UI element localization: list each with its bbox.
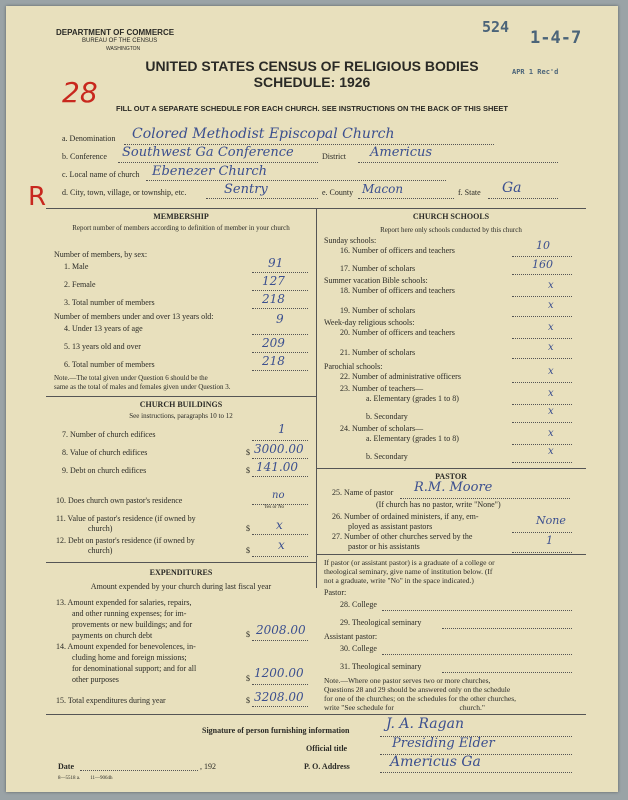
q3-label: 3. Total number of members <box>64 298 155 307</box>
q12-value: x <box>278 538 285 552</box>
stamp-code: 1-4-7 <box>530 28 582 48</box>
q5-value: 209 <box>262 336 285 350</box>
pastor-note-2: Questions 28 and 29 should be answered only on the schedule <box>324 685 511 694</box>
q11-value: x <box>276 518 283 532</box>
summer-schools: Summer vacation Bible schools: <box>324 276 428 285</box>
pastor-note-3: for one of the churches; on the schedules for the other churches, <box>324 694 517 703</box>
q13-label-3: provements or new buildings; and for <box>72 620 193 629</box>
schools-intro: Report here only schools conducted by this church <box>380 226 522 234</box>
q12-label-2: church) <box>88 546 113 555</box>
bureau-city: WASHINGTON <box>106 46 141 52</box>
q26-label-1: 26. Number of ordained ministers, if any, em- <box>332 512 479 521</box>
q22-value: x <box>548 366 554 377</box>
signature-label: Signature of person furnishing information <box>202 726 350 735</box>
q23a-value: x <box>548 388 554 399</box>
membership-intro: Report number of members according to definition of member in your church <box>72 224 290 232</box>
q24a-value: x <box>548 428 554 439</box>
parochial-schools: Parochial schools: <box>324 362 383 371</box>
q4-value: 9 <box>276 312 284 326</box>
pastor-label: Pastor: <box>324 588 347 597</box>
q6-label: 6. Total number of members <box>64 360 155 369</box>
q27-value: 1 <box>546 534 553 547</box>
city-value: Sentry <box>224 182 268 197</box>
district-value: Americus <box>370 145 433 160</box>
q26-value: None <box>536 514 566 527</box>
membership-heading: MEMBERSHIP <box>153 212 209 221</box>
q31-label: 31. Theological seminary <box>340 662 422 671</box>
q8-value: 3000.00 <box>254 442 304 456</box>
date-year: , 192 <box>200 762 216 771</box>
state-label: f. State <box>458 188 481 197</box>
q23b-value: x <box>548 406 554 417</box>
q20-value: x <box>548 322 554 333</box>
q19-value: x <box>548 300 554 311</box>
buildings-intro: See instructions, paragraphs 10 to 12 <box>129 412 233 420</box>
q24-label: 24. Number of scholars— <box>340 424 424 433</box>
graduate-note-1: If pastor (or assistant pastor) is a graduate of a college or <box>324 558 495 567</box>
q28-label: 28. College <box>340 600 377 609</box>
q29-label: 29. Theological seminary <box>340 618 422 627</box>
district-label: District <box>322 152 346 161</box>
red-mark-r: R <box>28 182 47 212</box>
q16-label: 16. Number of officers and teachers <box>340 246 455 255</box>
county-label: e. County <box>322 188 354 197</box>
stamp-date: APR 1 Rec'd <box>512 68 559 76</box>
q17-label: 17. Number of scholars <box>340 264 416 273</box>
q21-value: x <box>548 342 554 353</box>
page-title: UNITED STATES CENSUS OF RELIGIOUS BODIES <box>145 58 479 74</box>
weekday-schools: Week-day religious schools: <box>324 318 415 327</box>
instruction-line: FILL OUT A SEPARATE SCHEDULE FOR EACH CHURCH. SEE INSTRUCTIONS ON THE BACK OF THIS SHEET <box>116 104 508 113</box>
expenditures-heading: EXPENDITURES <box>149 568 213 577</box>
q23-label: 23. Number of teachers— <box>340 384 424 393</box>
members-by-age: Number of members under and over 13 years old: <box>54 312 214 321</box>
signature-value: J. A. Ragan <box>386 716 464 732</box>
q18-label: 18. Number of officers and teachers <box>340 286 455 295</box>
dept-name: DEPARTMENT OF COMMERCE <box>56 28 175 37</box>
official-title-value: Presiding Elder <box>392 736 495 751</box>
q19-label: 19. Number of scholars <box>340 306 416 315</box>
q25-label: 25. Name of pastor <box>332 488 394 497</box>
pastor-heading: PASTOR <box>435 472 467 481</box>
stamp-number: 524 <box>482 18 510 36</box>
q14-label-2: cluding home and foreign missions; <box>72 653 187 662</box>
q10-label: 10. Does church own pastor's residence <box>56 496 183 505</box>
census-schedule-sheet: 524 1-4-7 APR 1 Rec'd DEPARTMENT OF COMMERCE BUREAU OF THE CENSUS WASHINGTON UNITED STATES CENSUS OF RELIGIOUS BODIES SCHEDULE: 1926 28 FILL OUT A SEPARATE SCHEDULE FOR EACH CHURCH. SEE INSTRUCTIONS ON THE BACK OF THIS SHEET a. Denomination Colored Methodist Episcopal Church b. Conference Southwest Ga Conference District Americus c. Local name of church Ebenezer Church R d. City, town, village, or township, etc. Sentry e. County Macon f. State Ga MEMBERSHIP Report number of members according to definition of member in your church Number of members, by sex: 1. Male 91 2. Female 127 3. Total number of members 218 Number of members under and over 13 years old: 4. Under 13 years of age 9 5. 13 years old and over 209 6. Total number of members 218 Note.—The total given under Question 6 should be the same as the total of males and females given under Question 3. CHURCH BUILDINGS See instructions, paragraphs 10 to 12 7. Number of church edifices 1 8. Value of church edifices $ 3000.00 9. Debt on church edifices $ 141.00 10. Does church own pastor's residence no Yes or No 11. Value of pastor's residence (if owned by church) $ x 12. Debt on pastor's residence (if owned by church) $ x EXPENDITURES Amount expended by your church during last fiscal year 13. Amount expended for salaries, repairs, and other running expenses; for im- provements or new buildings; and for payments on church debt $ 2008.00 14. Amount expended for benevolences, in- cluding home and foreign missions; for denominational support; and for all other purposes $ 1200.00 15. Total expenditures during year $ 3208.00 CHURCH SCHOOLS Report here only schools conducted by this church Sunday schools: 16. Number of officers and teachers 10 17. Number of scholars 160 Summer vacation Bible schools: 18. Number of officers and teachers x 19. Number of scholars x Week-day religious schools: 20. Number of officers and teachers x 21. Number of scholars x Parochial schools: 22. Number of administrative officers x 23. Number of teachers— a. Elementary (grades 1 to 8) x b. Secondary x 24. Number of scholars— a. Elementary (grades 1 to 8) x b. Secondary x PASTOR 25. Name of pastor R.M. Moore (If church has no pastor, write "None") 26. Number of ordained ministers, if any, em- ployed as assistant pastors None 27. Number of other churches served by the pastor or his assistants 1 If pastor (or assistant pastor) is a graduate of a college or theological seminary, give name of institution below. (If not a graduate, write "No" in the space indicated.) Pastor: 28. College 29. Theological seminary Assistant pastor: 30. College 31. Theological seminary Note.—Where one pastor serves two or more churches, Questions 28 and 29 should be answered only on the schedule for one of the churches; on the schedules for the other churches, write "See schedule for church." Signature of person furnishing information J. A. Ragan Official title Presiding Elder Date , 192 P. O. Address Americus Ga 8—5518 a. 11—9064h <box>6 6 618 792</box>
q24b-label: b. Secondary <box>366 452 408 461</box>
q25-note: (If church has no pastor, write "None") <box>376 500 501 509</box>
buildings-heading: CHURCH BUILDINGS <box>139 400 223 409</box>
q13-label-2: and other running expenses; for im- <box>72 609 187 618</box>
q13-value: 2008.00 <box>256 623 306 637</box>
q5-label: 5. 13 years old and over <box>64 342 141 351</box>
official-title-label: Official title <box>306 744 348 753</box>
county-value: Macon <box>362 182 404 196</box>
q23b-label: b. Secondary <box>366 412 408 421</box>
q2-value: 127 <box>262 274 285 288</box>
q2-label: 2. Female <box>64 280 96 289</box>
q9-label: 9. Debt on church edifices <box>62 466 147 475</box>
schools-heading: CHURCH SCHOOLS <box>412 212 490 221</box>
red-handwritten-number: 28 <box>62 76 98 109</box>
assistant-pastor-label: Assistant pastor: <box>324 632 378 641</box>
q1-value: 91 <box>268 256 284 270</box>
local-name-label: c. Local name of church <box>62 170 140 179</box>
conference-label: b. Conference <box>62 152 107 161</box>
state-value: Ga <box>502 180 522 196</box>
sunday-schools: Sunday schools: <box>324 236 377 245</box>
form-number: 8—5518 a. 11—9064h <box>58 776 113 781</box>
denomination-label: a. Denomination <box>62 134 116 143</box>
po-address-label: P. O. Address <box>304 762 350 771</box>
q10-value: no <box>272 490 285 501</box>
pastor-note-4: write "See schedule for church." <box>324 703 485 712</box>
q11-label-1: 11. Value of pastor's residence (if owned by <box>56 514 196 523</box>
q15-label: 15. Total expenditures during year <box>56 696 166 705</box>
pastor-note-1: Note.—Where one pastor serves two or more churches, <box>324 676 491 685</box>
q25-value: R.M. Moore <box>414 480 493 495</box>
q14-label-4: other purposes <box>72 675 119 684</box>
q27-label-2: pastor or his assistants <box>348 542 420 551</box>
membership-note-2: same as the total of males and females given under Question 3. <box>54 383 231 391</box>
yes-no-hint: Yes or No <box>264 505 285 510</box>
bureau-name: BUREAU OF THE CENSUS <box>82 38 158 44</box>
expenditures-intro: Amount expended by your church during last fiscal year <box>90 582 272 591</box>
q4-label: 4. Under 13 years of age <box>64 324 143 333</box>
q7-value: 1 <box>278 422 286 436</box>
q23a-label: a. Elementary (grades 1 to 8) <box>366 394 459 403</box>
q14-label-1: 14. Amount expended for benevolences, in- <box>56 642 196 651</box>
q20-label: 20. Number of officers and teachers <box>340 328 455 337</box>
q3-value: 218 <box>262 292 285 306</box>
q11-label-2: church) <box>88 524 113 533</box>
conference-value: Southwest Ga Conference <box>122 145 294 160</box>
q24a-label: a. Elementary (grades 1 to 8) <box>366 434 459 443</box>
q13-label-4: payments on church debt <box>72 631 153 640</box>
q9-value: 141.00 <box>256 460 298 474</box>
q30-label: 30. College <box>340 644 377 653</box>
membership-note-1: Note.—The total given under Question 6 should be the <box>54 374 208 382</box>
q15-value: 3208.00 <box>254 690 304 704</box>
q18-value: x <box>548 280 554 291</box>
q12-label-1: 12. Debt on pastor's residence (if owned by <box>56 536 195 545</box>
schedule-title: SCHEDULE: 1926 <box>253 74 371 90</box>
local-name-value: Ebenezer Church <box>152 164 268 179</box>
city-label: d. City, town, village, or township, etc. <box>62 188 187 197</box>
graduate-note-3: not a graduate, write "No" in the space indicated.) <box>324 576 474 585</box>
q26-label-2: ployed as assistant pastors <box>348 522 433 531</box>
denomination-value: Colored Methodist Episcopal Church <box>132 126 395 142</box>
q14-value: 1200.00 <box>254 666 304 680</box>
q27-label-1: 27. Number of other churches served by the <box>332 532 473 541</box>
q22-label: 22. Number of administrative officers <box>340 372 461 381</box>
q1-label: 1. Male <box>64 262 89 271</box>
q14-label-3: for denominational support; and for all <box>72 664 197 673</box>
q7-label: 7. Number of church edifices <box>62 430 156 439</box>
q16-value: 10 <box>536 239 550 252</box>
q21-label: 21. Number of scholars <box>340 348 416 357</box>
q24b-value: x <box>548 446 554 457</box>
po-address-value: Americus Ga <box>390 754 481 770</box>
q6-value: 218 <box>262 354 285 368</box>
q17-value: 160 <box>532 258 553 271</box>
members-by-sex: Number of members, by sex: <box>54 250 148 259</box>
graduate-note-2: theological seminary, give name of institution below. (If <box>324 567 493 576</box>
q13-label-1: 13. Amount expended for salaries, repairs, <box>56 598 192 607</box>
q8-label: 8. Value of church edifices <box>62 448 148 457</box>
date-label: Date <box>58 762 74 771</box>
